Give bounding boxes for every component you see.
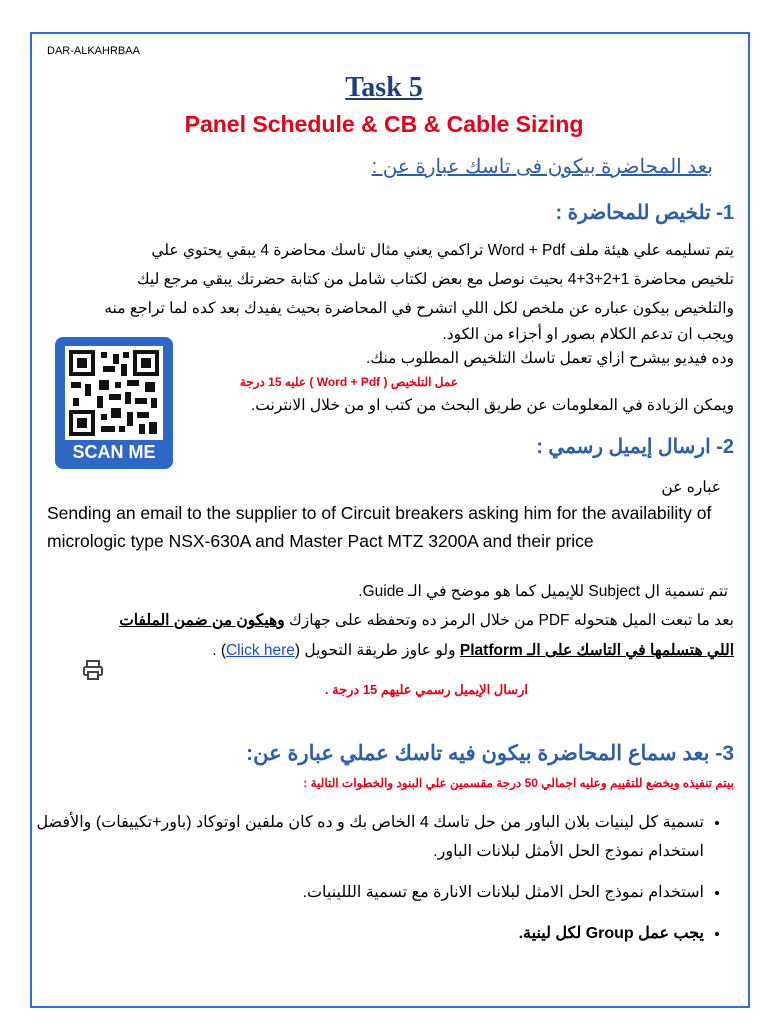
section3-heading: 3- بعد سماع المحاضرة بيكون فيه تاسك عملي عبارة عن: <box>246 742 734 765</box>
section3-steps <box>14 808 726 960</box>
section1-line: يتم تسليمه علي هيئة ملف Word + Pdf تراكمي يعني مثال تاسك محاضرة 4 يبقي يحتوي علي <box>151 242 734 259</box>
platform-bold: اللي هتسلمها في التاسك على الـ Platform <box>459 642 734 659</box>
convert-end: ) . <box>212 642 226 659</box>
intro-line: بعد المحاضرة بيكون فى تاسك عبارة عن : <box>371 156 713 178</box>
section1-heading: 1- تلخيص للمحاضرة : <box>555 202 734 224</box>
section2-heading: 2- ارسال إيميل رسمي : <box>536 436 734 458</box>
convert-text: ولو عاوز طريقة التحويل ( <box>294 642 460 659</box>
header-org: DAR-ALKAHRBAA <box>47 45 140 57</box>
subject-line: تتم تسمية ال Subject للإيميل كما هو موضح في الـ Guide. <box>358 583 728 600</box>
section2-about: عباره عن <box>661 479 721 496</box>
section1-line: والتلخيص بيكون عباره عن ملخص لكل اللي اتشرح في المحاضرة بحيث يفيدك بعد كده لما تراجع منه <box>104 300 734 317</box>
printer-icon[interactable] <box>82 659 104 681</box>
section1-grade-note: عمل التلخيص ( Word + Pdf ) عليه 15 درجة <box>239 375 458 389</box>
section1-line: ويجب ان تدعم الكلام بصور او أجزاء من الكود. <box>442 326 734 343</box>
list-item: • يجب عمل Group لكل لينية. <box>14 919 704 948</box>
task-title: Task 5 <box>345 72 423 103</box>
task-subtitle: Panel Schedule & CB & Cable Sizing <box>184 111 584 137</box>
qr-scan-label: SCAN ME <box>72 442 156 462</box>
pdf-line-bold: وهيكون من ضمن الملفات <box>119 612 285 629</box>
section2-grade-note: ارسال الإيميل رسمي عليهم 15 درجة . <box>324 682 528 697</box>
pdf-instructions <box>34 606 734 666</box>
pdf-line-start: بعد ما تبعت الميل هتحوله PDF من خلال الرمز ده وتحفظه على جهازك <box>284 612 734 629</box>
list-item: • تسمية كل لينيات بلان الباور من حل تاسك 4 الخاص بك و ده كان ملفين اوتوكاد (باور+تكييفات) والأفضل استخدام نموذج الحل الأمثل لبلانات الباور. <box>14 808 704 866</box>
qr-code-icon <box>65 346 163 440</box>
email-text: Sending an email to the supplier to of Circuit breakers asking him for the availability of micrologic type NSX-630A and Master Pact MTZ 3200A and their price <box>47 503 712 551</box>
section1-line: تلخيص محاضرة 1+2+3+4 بحيث نوصل مع بعض لكتاب شامل من كتابة حضرتك يبقي مرجع ليك <box>136 271 734 288</box>
section3-grade-note: بيتم تنفيذه ويخضع للتقييم وعليه اجمالي 50 درجة مقسمين علي البنود والخطوات التالية : <box>303 776 734 790</box>
list-item: • استخدام نموذج الحل الامثل لبلانات الانارة مع تسمية الللينيات. <box>14 878 704 907</box>
section1-extra: ويمكن الزيادة في المعلومات عن طريق البحث من كتب او من خلال الانترنت. <box>251 397 734 414</box>
qr-code-card[interactable] <box>55 337 173 469</box>
section1-line: وده فيديو بيشرح ازاي تعمل تاسك التلخيص المطلوب منك. <box>366 350 734 367</box>
click-here-link[interactable]: Click here <box>225 642 295 659</box>
